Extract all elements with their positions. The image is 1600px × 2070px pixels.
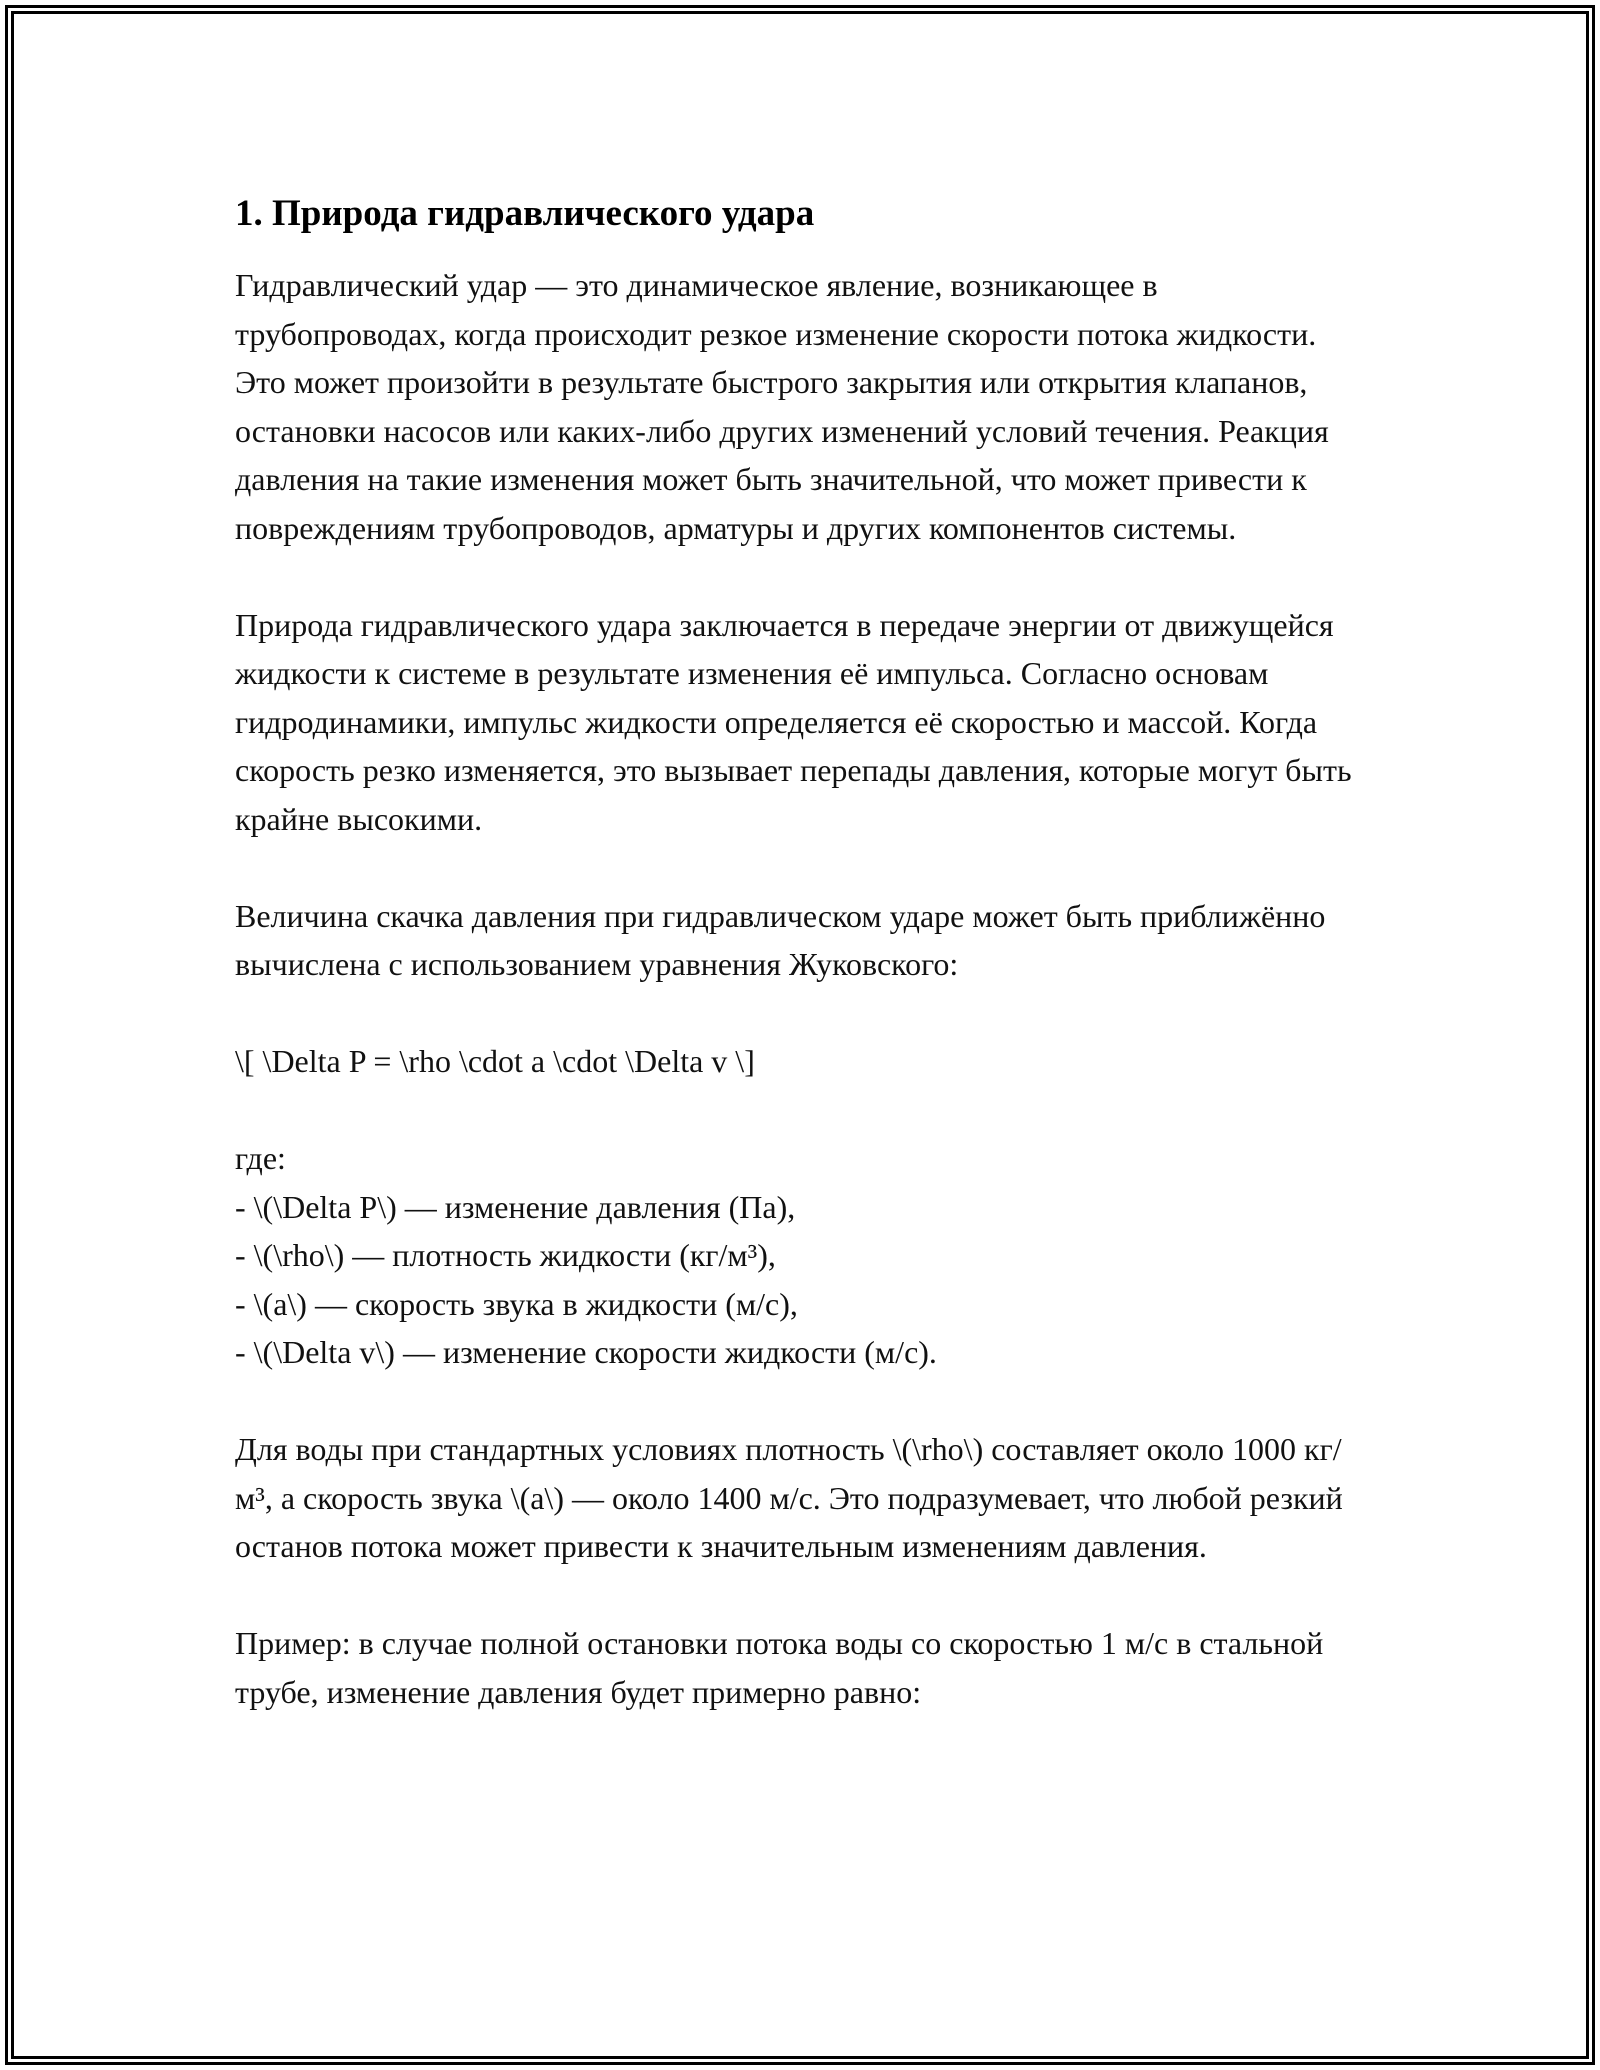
paragraph-definition: Гидравлический удар — это динамическое явление, возникающее в трубопроводах, когда происходит резкое изменение скорости потока жидкости. Это может произойти в результате быстрого закрытия или открытия клапанов, остановки насосов или каких-либо других изменений условий течения. Реакция давления на такие изменения может быть значительной, что может привести к повреждениям трубопроводов, арматуры и других компонентов системы. [235, 267, 1329, 546]
document-page [235, 190, 1365, 1765]
where-label: где: [235, 1140, 286, 1176]
section-heading: 1. Природа гидравлического удара [235, 193, 815, 234]
formula-zhukovsky: \[ \Delta P = \rho \cdot a \cdot \Delta v \] [235, 1043, 755, 1079]
definition-item: - \(\rho\) — плотность жидкости (кг/м³), [235, 1237, 776, 1273]
paragraph-example: Пример: в случае полной остановки потока воды со скоростью 1 м/с в стальной трубе, изменение давления будет примерно равно: [235, 1625, 1324, 1710]
paragraph-water-values: Для воды при стандартных условиях плотность \(\rho\) составляет около 1000 кг/м³, а скорость звука \(a\) — около 1400 м/с. Это подразумевает, что любой резкий останов потока может привести к значительным изменениям давления. [235, 1431, 1343, 1564]
paragraph-nature: Природа гидравлического удара заключается в передаче энергии от движущейся жидкости к системе в результате изменения её импульса. Согласно основам гидродинамики, импульс жидкости определяется её скоростью и массой. Когда скорость резко изменяется, это вызывает перепады давления, которые могут быть крайне высокими. [235, 606, 1352, 837]
variable-definitions [235, 1134, 1365, 1377]
definition-item: - \(a\) — скорость звука в жидкости (м/с), [235, 1285, 798, 1322]
definition-item: - \(\Delta P\) — изменение давления (Па), [235, 1188, 796, 1225]
definition-item: - \(\Delta v\) — изменение скорости жидкости (м/с). [235, 1334, 937, 1370]
paragraph-zhukovsky-intro: Величина скачка давления при гидравлическом ударе может быть приближённо вычислена с использованием уравнения Жуковского: [235, 897, 1326, 982]
